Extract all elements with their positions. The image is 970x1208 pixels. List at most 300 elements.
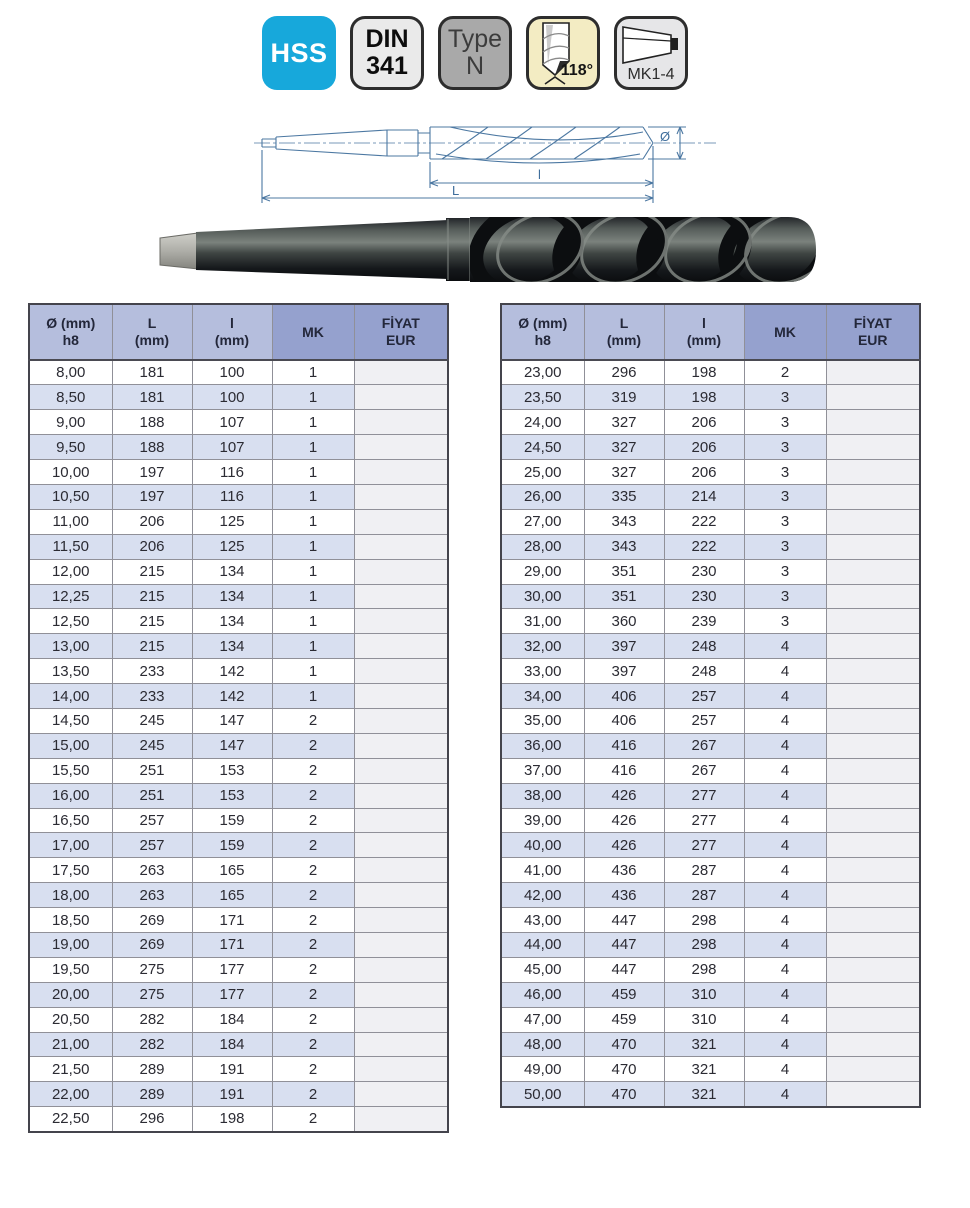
overall-length-cell: 436	[584, 858, 664, 883]
flute-length-cell: 159	[192, 808, 272, 833]
mk-cell: 4	[744, 932, 826, 957]
mk-cell: 3	[744, 584, 826, 609]
dim-label-overall-length: L	[452, 183, 460, 198]
overall-length-cell: 289	[112, 1082, 192, 1107]
overall-length-cell: 397	[584, 659, 664, 684]
overall-length-cell: 275	[112, 982, 192, 1007]
header-morse-taper: MK	[272, 304, 354, 360]
mk-cell: 4	[744, 684, 826, 709]
price-cell	[826, 634, 920, 659]
flute-length-cell: 267	[664, 758, 744, 783]
overall-length-cell: 459	[584, 982, 664, 1007]
mk-cell: 3	[744, 385, 826, 410]
table-row	[29, 957, 448, 982]
flute-length-cell: 321	[664, 1032, 744, 1057]
header-diameter: Ø (mm) h8	[29, 304, 112, 360]
mk-cell: 1	[272, 435, 354, 460]
diameter-cell: 49,00	[501, 1057, 584, 1082]
table-row	[501, 410, 920, 435]
badge-din-341	[350, 16, 424, 90]
table-row	[501, 783, 920, 808]
table-row	[501, 385, 920, 410]
table-row	[29, 435, 448, 460]
flute-length-cell: 147	[192, 708, 272, 733]
price-cell	[354, 982, 448, 1007]
price-cell	[826, 1082, 920, 1107]
mk-cell: 4	[744, 783, 826, 808]
price-cell	[354, 957, 448, 982]
mk-cell: 2	[272, 808, 354, 833]
table-row	[501, 1007, 920, 1032]
overall-length-cell: 251	[112, 758, 192, 783]
overall-length-cell: 447	[584, 957, 664, 982]
diameter-cell: 30,00	[501, 584, 584, 609]
diameter-cell: 19,00	[29, 932, 112, 957]
table-row	[29, 634, 448, 659]
price-cell	[826, 559, 920, 584]
overall-length-cell: 263	[112, 858, 192, 883]
diameter-cell: 26,00	[501, 484, 584, 509]
overall-length-cell: 275	[112, 957, 192, 982]
flute-length-cell: 206	[664, 460, 744, 485]
flute-length-cell: 134	[192, 559, 272, 584]
price-cell	[354, 758, 448, 783]
mk-cell: 4	[744, 733, 826, 758]
flute-length-cell: 184	[192, 1007, 272, 1032]
type-label-line2: N	[465, 52, 485, 80]
size-table-right	[500, 303, 921, 1108]
price-cell	[354, 609, 448, 634]
overall-length-cell: 282	[112, 1007, 192, 1032]
flute-length-cell: 134	[192, 584, 272, 609]
diameter-cell: 15,50	[29, 758, 112, 783]
diameter-cell: 12,50	[29, 609, 112, 634]
price-cell	[354, 1032, 448, 1057]
table-row	[501, 957, 920, 982]
header-price: FİYAT EUR	[826, 304, 920, 360]
table-row	[501, 509, 920, 534]
badge-mk1-4	[614, 16, 688, 90]
diameter-cell: 20,00	[29, 982, 112, 1007]
price-cell	[826, 858, 920, 883]
mk-cell: 3	[744, 559, 826, 584]
diameter-cell: 22,50	[29, 1107, 112, 1132]
mk-cell: 3	[744, 484, 826, 509]
price-cell	[826, 733, 920, 758]
mk-cell: 1	[272, 534, 354, 559]
diameter-cell: 17,50	[29, 858, 112, 883]
diameter-cell: 12,00	[29, 559, 112, 584]
table-row	[29, 858, 448, 883]
mk-cell: 3	[744, 410, 826, 435]
overall-length-cell: 327	[584, 460, 664, 485]
table-row	[29, 783, 448, 808]
table-row	[501, 1082, 920, 1107]
overall-length-cell: 426	[584, 783, 664, 808]
diameter-cell: 23,00	[501, 360, 584, 385]
overall-length-cell: 206	[112, 509, 192, 534]
flute-length-cell: 171	[192, 932, 272, 957]
header-morse-taper: MK	[744, 304, 826, 360]
dim-label-diameter: Ø	[660, 129, 671, 144]
table-row	[501, 808, 920, 833]
mk-cell: 4	[744, 1007, 826, 1032]
table-row	[29, 659, 448, 684]
price-cell	[826, 460, 920, 485]
table-row	[501, 1057, 920, 1082]
diameter-cell: 8,50	[29, 385, 112, 410]
type-label-line1: Type	[447, 25, 503, 53]
overall-length-cell: 360	[584, 609, 664, 634]
morse-taper-shank-icon	[620, 25, 682, 65]
diameter-cell: 43,00	[501, 908, 584, 933]
flute-length-cell: 321	[664, 1082, 744, 1107]
mk-cell: 4	[744, 982, 826, 1007]
flute-length-cell: 277	[664, 808, 744, 833]
mk-cell: 2	[272, 1082, 354, 1107]
overall-length-cell: 197	[112, 460, 192, 485]
price-cell	[354, 858, 448, 883]
mk-cell: 4	[744, 957, 826, 982]
flute-length-cell: 230	[664, 559, 744, 584]
price-cell	[826, 883, 920, 908]
price-cell	[354, 708, 448, 733]
flute-length-cell: 191	[192, 1057, 272, 1082]
flute-length-cell: 153	[192, 783, 272, 808]
diameter-cell: 32,00	[501, 634, 584, 659]
diameter-cell: 46,00	[501, 982, 584, 1007]
price-cell	[354, 460, 448, 485]
diameter-cell: 25,00	[501, 460, 584, 485]
table-row	[501, 932, 920, 957]
flute-length-cell: 267	[664, 733, 744, 758]
overall-length-cell: 426	[584, 808, 664, 833]
diameter-cell: 31,00	[501, 609, 584, 634]
badge-point-angle	[526, 16, 600, 90]
table-row	[29, 833, 448, 858]
header-flute-length: l (mm)	[664, 304, 744, 360]
table-row	[29, 883, 448, 908]
overall-length-cell: 215	[112, 559, 192, 584]
overall-length-cell: 335	[584, 484, 664, 509]
table-row	[29, 609, 448, 634]
diameter-cell: 18,00	[29, 883, 112, 908]
diameter-cell: 13,50	[29, 659, 112, 684]
mk-cell: 4	[744, 1082, 826, 1107]
table-row	[29, 484, 448, 509]
diameter-cell: 9,00	[29, 410, 112, 435]
diameter-cell: 33,00	[501, 659, 584, 684]
overall-length-cell: 406	[584, 684, 664, 709]
size-table-left	[28, 303, 449, 1133]
price-cell	[354, 659, 448, 684]
mk-cell: 3	[744, 609, 826, 634]
price-cell	[354, 932, 448, 957]
mk-cell: 1	[272, 609, 354, 634]
overall-length-cell: 397	[584, 634, 664, 659]
overall-length-cell: 269	[112, 932, 192, 957]
diameter-cell: 22,00	[29, 1082, 112, 1107]
flute-length-cell: 191	[192, 1082, 272, 1107]
table-row	[29, 982, 448, 1007]
price-cell	[826, 534, 920, 559]
price-cell	[826, 410, 920, 435]
table-row	[501, 435, 920, 460]
mk-cell: 2	[272, 982, 354, 1007]
mk-cell: 2	[272, 908, 354, 933]
price-cell	[354, 808, 448, 833]
table-row	[29, 584, 448, 609]
overall-length-cell: 188	[112, 410, 192, 435]
flute-length-cell: 100	[192, 385, 272, 410]
flute-length-cell: 214	[664, 484, 744, 509]
diameter-cell: 13,00	[29, 634, 112, 659]
overall-length-cell: 257	[112, 808, 192, 833]
overall-length-cell: 447	[584, 908, 664, 933]
diameter-cell: 44,00	[501, 932, 584, 957]
mk-cell: 4	[744, 808, 826, 833]
diameter-cell: 16,00	[29, 783, 112, 808]
mk-cell: 2	[272, 883, 354, 908]
overall-length-cell: 233	[112, 684, 192, 709]
price-cell	[354, 360, 448, 385]
diameter-cell: 39,00	[501, 808, 584, 833]
flute-length-cell: 153	[192, 758, 272, 783]
table-row	[501, 360, 920, 385]
mk-cell: 1	[272, 559, 354, 584]
price-cell	[826, 509, 920, 534]
flute-length-cell: 116	[192, 484, 272, 509]
overall-length-cell: 459	[584, 1007, 664, 1032]
mk-cell: 4	[744, 1057, 826, 1082]
overall-length-cell: 233	[112, 659, 192, 684]
overall-length-cell: 263	[112, 883, 192, 908]
price-cell	[354, 559, 448, 584]
flute-length-cell: 298	[664, 908, 744, 933]
price-cell	[826, 385, 920, 410]
price-cell	[826, 584, 920, 609]
table-row	[501, 908, 920, 933]
overall-length-cell: 426	[584, 833, 664, 858]
price-cell	[354, 534, 448, 559]
overall-length-cell: 215	[112, 609, 192, 634]
flute-length-cell: 230	[664, 584, 744, 609]
overall-length-cell: 245	[112, 733, 192, 758]
table-row	[501, 1032, 920, 1057]
flute-length-cell: 248	[664, 659, 744, 684]
overall-length-cell: 416	[584, 733, 664, 758]
overall-length-cell: 351	[584, 584, 664, 609]
table-row	[29, 733, 448, 758]
mk-cell: 4	[744, 858, 826, 883]
price-cell	[826, 435, 920, 460]
mk-cell: 2	[272, 858, 354, 883]
mk-cell: 2	[272, 758, 354, 783]
mk-cell: 3	[744, 435, 826, 460]
mk-label: MK1-4	[627, 66, 675, 83]
overall-length-cell: 447	[584, 932, 664, 957]
diameter-cell: 24,50	[501, 435, 584, 460]
overall-length-cell: 296	[112, 1107, 192, 1132]
table-row	[29, 534, 448, 559]
flute-length-cell: 198	[664, 360, 744, 385]
diameter-cell: 50,00	[501, 1082, 584, 1107]
diameter-cell: 14,00	[29, 684, 112, 709]
mk-cell: 4	[744, 659, 826, 684]
overall-length-cell: 416	[584, 758, 664, 783]
diameter-cell: 29,00	[501, 559, 584, 584]
mk-cell: 1	[272, 484, 354, 509]
flute-length-cell: 165	[192, 858, 272, 883]
header-price: FİYAT EUR	[354, 304, 448, 360]
overall-length-cell: 319	[584, 385, 664, 410]
flute-length-cell: 134	[192, 609, 272, 634]
header-overall-length: L (mm)	[584, 304, 664, 360]
flute-length-cell: 287	[664, 883, 744, 908]
flute-length-cell: 184	[192, 1032, 272, 1057]
price-cell	[354, 1107, 448, 1132]
price-cell	[826, 783, 920, 808]
price-cell	[826, 1057, 920, 1082]
price-cell	[354, 833, 448, 858]
diameter-cell: 10,50	[29, 484, 112, 509]
table-row	[29, 932, 448, 957]
price-cell	[354, 410, 448, 435]
flute-length-cell: 277	[664, 783, 744, 808]
flute-length-cell: 257	[664, 684, 744, 709]
diameter-cell: 37,00	[501, 758, 584, 783]
diameter-cell: 16,50	[29, 808, 112, 833]
flute-length-cell: 198	[192, 1107, 272, 1132]
diameter-cell: 40,00	[501, 833, 584, 858]
header-diameter: Ø (mm) h8	[501, 304, 584, 360]
diameter-cell: 19,50	[29, 957, 112, 982]
mk-cell: 1	[272, 460, 354, 485]
mk-cell: 2	[744, 360, 826, 385]
price-cell	[826, 982, 920, 1007]
mk-cell: 2	[272, 1032, 354, 1057]
overall-length-cell: 343	[584, 534, 664, 559]
mk-cell: 2	[272, 833, 354, 858]
header-overall-length: L (mm)	[112, 304, 192, 360]
mk-cell: 1	[272, 634, 354, 659]
flute-length-cell: 222	[664, 534, 744, 559]
flute-length-cell: 298	[664, 957, 744, 982]
overall-length-cell: 215	[112, 634, 192, 659]
flute-length-cell: 116	[192, 460, 272, 485]
table-row	[29, 684, 448, 709]
flute-length-cell: 222	[664, 509, 744, 534]
price-cell	[354, 908, 448, 933]
table-row	[501, 659, 920, 684]
diameter-cell: 28,00	[501, 534, 584, 559]
mk-cell: 2	[272, 1007, 354, 1032]
mk-cell: 4	[744, 708, 826, 733]
table-row	[29, 1032, 448, 1057]
diameter-cell: 12,25	[29, 584, 112, 609]
flute-length-cell: 321	[664, 1057, 744, 1082]
flute-length-cell: 125	[192, 509, 272, 534]
flute-length-cell: 142	[192, 684, 272, 709]
table-row	[29, 1107, 448, 1132]
mk-cell: 1	[272, 509, 354, 534]
overall-length-cell: 245	[112, 708, 192, 733]
flute-length-cell: 310	[664, 982, 744, 1007]
diameter-cell: 47,00	[501, 1007, 584, 1032]
price-cell	[354, 733, 448, 758]
table-row	[29, 908, 448, 933]
table-header-row	[501, 304, 920, 360]
mk-cell: 1	[272, 684, 354, 709]
hss-label: HSS	[270, 37, 328, 68]
diameter-cell: 20,50	[29, 1007, 112, 1032]
mk-cell: 1	[272, 410, 354, 435]
diameter-cell: 15,00	[29, 733, 112, 758]
mk-cell: 2	[272, 708, 354, 733]
table-row	[29, 758, 448, 783]
technical-drawing	[250, 110, 725, 208]
price-cell	[826, 360, 920, 385]
diameter-cell: 36,00	[501, 733, 584, 758]
diameter-cell: 21,00	[29, 1032, 112, 1057]
mk-cell: 2	[272, 1057, 354, 1082]
mk-cell: 4	[744, 758, 826, 783]
overall-length-cell: 289	[112, 1057, 192, 1082]
flute-length-cell: 142	[192, 659, 272, 684]
drill-bit-photo	[158, 208, 820, 294]
table-row	[501, 584, 920, 609]
diameter-cell: 21,50	[29, 1057, 112, 1082]
flute-length-cell: 159	[192, 833, 272, 858]
diameter-cell: 17,00	[29, 833, 112, 858]
mk-cell: 4	[744, 1032, 826, 1057]
overall-length-cell: 188	[112, 435, 192, 460]
overall-length-cell: 296	[584, 360, 664, 385]
price-cell	[354, 509, 448, 534]
flute-length-cell: 100	[192, 360, 272, 385]
mk-cell: 4	[744, 883, 826, 908]
diameter-cell: 18,50	[29, 908, 112, 933]
flute-length-cell: 239	[664, 609, 744, 634]
diameter-cell: 42,00	[501, 883, 584, 908]
diameter-cell: 9,50	[29, 435, 112, 460]
mk-cell: 1	[272, 360, 354, 385]
overall-length-cell: 327	[584, 410, 664, 435]
flute-length-cell: 310	[664, 1007, 744, 1032]
table-row	[29, 1007, 448, 1032]
overall-length-cell: 251	[112, 783, 192, 808]
overall-length-cell: 436	[584, 883, 664, 908]
table-row	[501, 484, 920, 509]
price-cell	[354, 1082, 448, 1107]
diameter-cell: 11,00	[29, 509, 112, 534]
diameter-cell: 48,00	[501, 1032, 584, 1057]
header-flute-length: l (mm)	[192, 304, 272, 360]
flute-length-cell: 165	[192, 883, 272, 908]
mk-cell: 3	[744, 534, 826, 559]
flute-length-cell: 206	[664, 410, 744, 435]
overall-length-cell: 206	[112, 534, 192, 559]
flute-length-cell: 107	[192, 435, 272, 460]
table-row	[29, 385, 448, 410]
flute-length-cell: 177	[192, 982, 272, 1007]
price-cell	[826, 1007, 920, 1032]
overall-length-cell: 406	[584, 708, 664, 733]
point-angle-label: 118°	[560, 62, 593, 79]
price-cell	[354, 584, 448, 609]
table-row	[501, 883, 920, 908]
price-cell	[826, 758, 920, 783]
